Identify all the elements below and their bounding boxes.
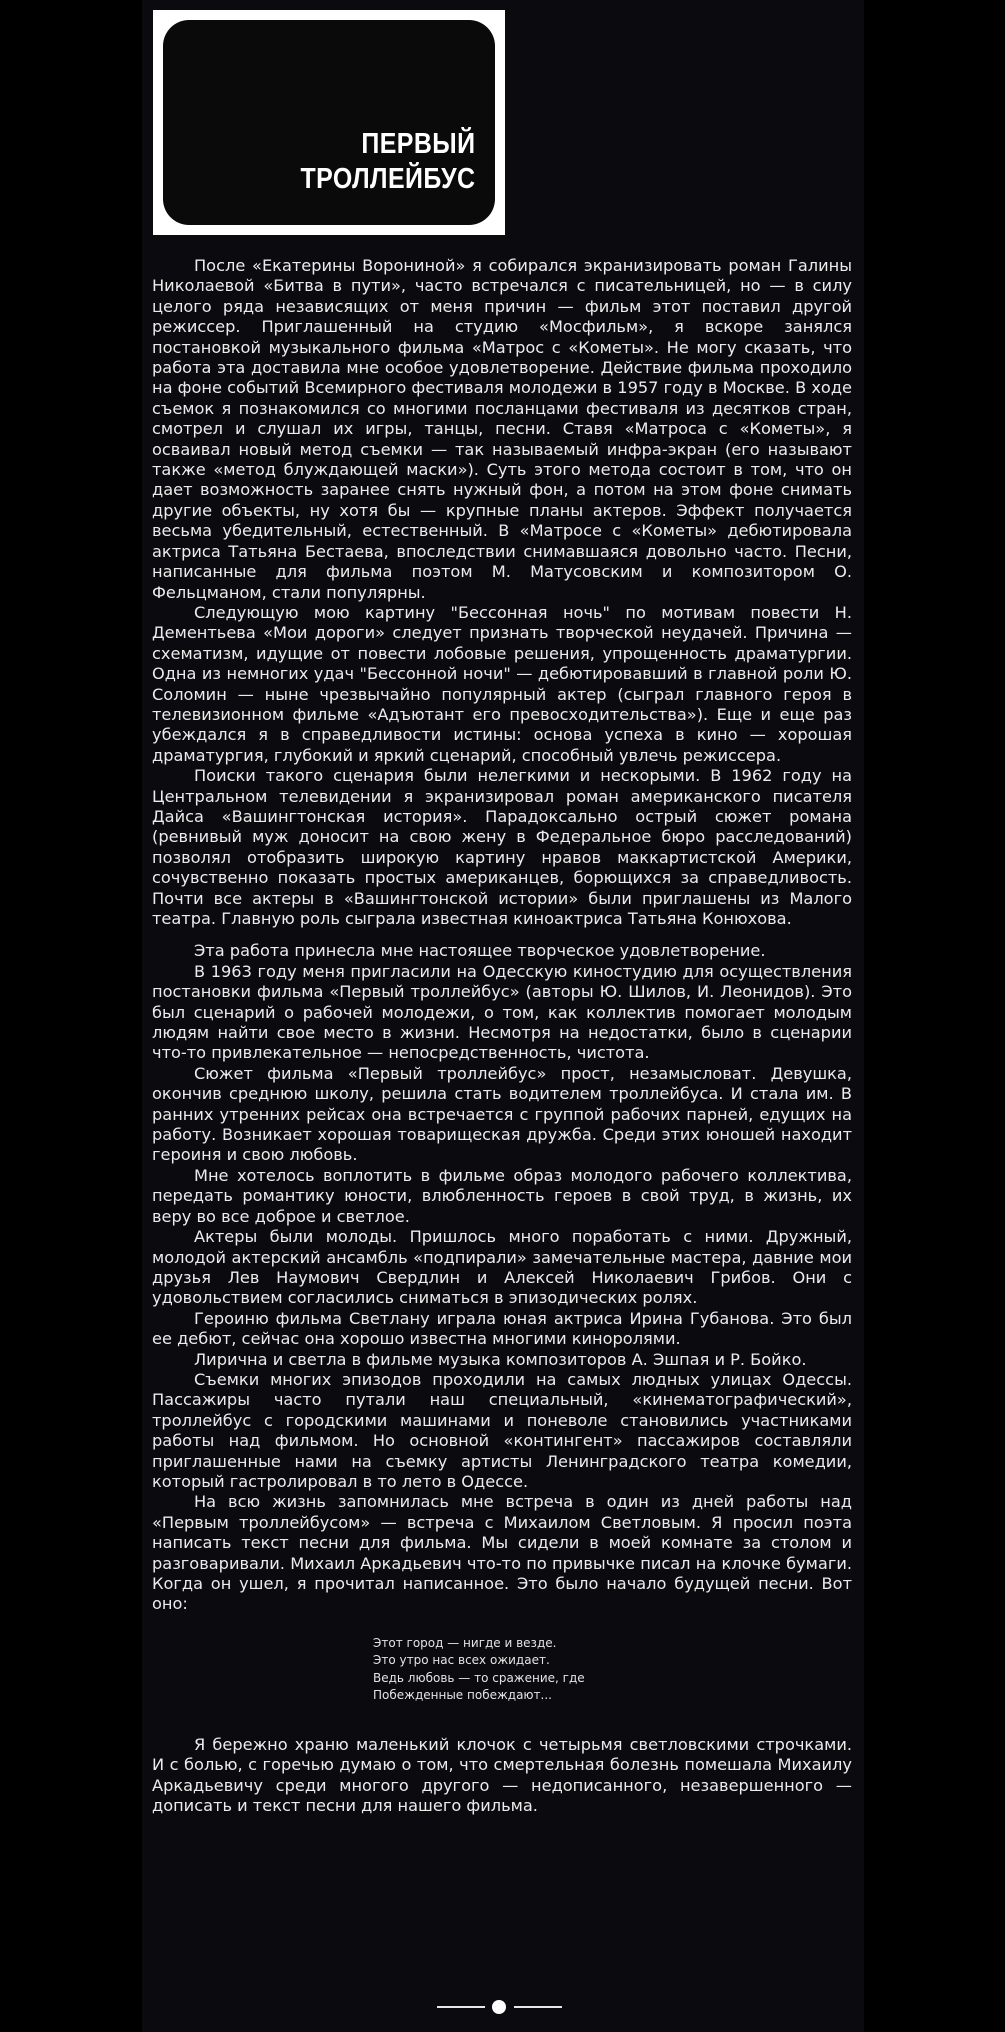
verse-line: Ведь любовь — то сражение, где (373, 1670, 585, 1685)
paragraph: Эта работа принесла мне настоящее творческое удовлетворение. (194, 941, 766, 961)
paragraph: Мне хотелось воплотить в фильме образ молодого рабочего коллектива, передать романтику юности, влюбленность героев в свой труд, в жизнь, их веру во все доброе и светлое. (152, 1165, 852, 1226)
paragraph: Актеры были молоды. Пришлось много поработать с ними. Дружный, молодой актерский ансамбль «подпирали» замечательные мастера, давние мои друзья Лев Наумович Свердлин и Алексей Николаевич Грибов. Они с удовольствием согласились сниматься в эпизодических ролях. (152, 1227, 852, 1308)
closing-paragraph: Я бережно храню маленький клочок с четырьмя светловскими строчками. И с болью, с горечью думаю о том, что смертельная болезнь помешала Михаилу Аркадьевичу среди многого другого — недописанного, незавершенного — дописать и текст песни для нашего фильма. (152, 1734, 852, 1816)
verse-line: Этот город — нигде и везде. (373, 1635, 557, 1650)
paragraph: После «Екатерины Ворониной» я собирался экранизировать роман Галины Николаевой «Битва в пути», часто встречался с писательницей, но — в силу целого ряда независящих от меня причин — фильм этот поставил другой режиссер. Приглашенный на студию «Мосфильм», я вскоре занялся постановкой музыкального фильма «Матрос с «Кометы». Не могу сказать, что работа эта доставила мне особое удовлетворение. Действие фильма проходило на фоне событий Всемирного фестиваля молодежи в 1957 году в Москве. В ходе съемок я познакомился со многими посланцами фестиваля из десятков стран, смотрел и слушал их игры, танцы, песни. Ставя «Матроса с «Кометы», я осваивал новый метод съемки — так называемый инфра-экран (его называют также «метод блуждающей маски»). Суть этого метода состоит в том, что он дает возможность заранее снять нужный фон, а потом на этом фоне снимать другие объекты, ну хотя бы — крупные планы актеров. Эффект получается весьма убедительный, естественный. В «Матросе с «Кометы» дебютировала актриса Татьяна Бестаева, впоследствии снимавшаяся довольно часто. Песни, написанные для фильма поэтом М. Матусовским и композитором О. Фельцманом, стали популярны. (152, 256, 852, 602)
paragraph: Съемки многих эпизодов проходили на самых людных улицах Одессы. Пассажиры часто путали наш специальный, «кинематографический», троллейбус с городскими машинами и поневоле становились участниками работы над фильмом. Но основной «контингент» пассажиров составляли приглашенные нами на съемку артисты Ленинградского театра комедии, который гастролировал в то лето в Одессе. (152, 1369, 852, 1491)
chapter-title-line-1: ПЕРВЫЙ (360, 128, 475, 160)
verse-line: Побежденные побеждают... (373, 1688, 552, 1703)
chapter-title-line-2: ТРОЛЛЕЙБУС (299, 163, 475, 195)
paragraph: Лирична и светла в фильме музыка композиторов А. Эшпая и Р. Бойко. (194, 1349, 807, 1369)
title-screen (163, 20, 495, 225)
paragraph: Следующую мою картину "Бессонная ночь" по мотивам повести Н. Дементьева «Мои дороги» следует признать творческой неудачей. Причина — схематизм, идущие от повести лобовые решения, упрощенность драматургии. Одна из немногих удач "Бессонной ночи" — дебютировавший в главной роли Ю. Соломин — ныне чрезвычайно популярный актер (сыграл главного героя в телевизионном фильме «Адъютант его превосходительства»). Еще и еще раз убеждался я в справедливости истины: основа успеха в кино — хорошая драматургия, глубокий и яркий сценарий, способный увлечь режиссера. (152, 602, 852, 765)
chapter-title (300, 127, 475, 197)
article-body (152, 256, 852, 1816)
verse-line: Это утро нас всех ожидает. (373, 1653, 550, 1668)
ornament-line-right (514, 2006, 562, 2008)
ornament-line-left (437, 2006, 485, 2008)
footer-ornament (437, 1999, 562, 2015)
paragraph: Поиски такого сценария были нелегкими и нескорыми. В 1962 году на Центральном телевидении я экранизировал роман американского писателя Дайса «Вашингтонская история». Парадоксально острый сюжет романа (ревнивый муж доносит на свою жену в Федеральное бюро расследований) позволял отобразить широкую картину нравов маккартистской Америки, сочувственно показать простых американцев, борющихся за справедливость. Почти все актеры в «Вашингтонской истории» были приглашены из Малого театра. Главную роль сыграла известная киноактриса Татьяна Конюхова. (152, 766, 852, 928)
paragraph: На всю жизнь запомнилась мне встреча в один из дней работы над «Первым троллейбусом» — встреча с Михаилом Светловым. Я просил поэта написать текст песни для фильма. Мы сидели в моей комнате за столом и разговаривали. Михаил Аркадьевич что-то по привычке писал на клочке бумаги. Когда он ушел, я прочитал написанное. Это было начало будущей песни. Вот оно: (152, 1492, 852, 1614)
song-verse (373, 1635, 852, 1705)
paragraph: В 1963 году меня пригласили на Одесскую киностудию для осуществления постановки фильма «Первый троллейбус» (авторы Ю. Шилов, И. Леонидов). Это был сценарий о рабочей молодежи, о том, как коллектив помогает молодым людям найти свое место в жизни. Несмотря на недостатки, было в сценарии что-то привлекательное — непосредственность, чистота. (152, 961, 852, 1063)
paragraph: Сюжет фильма «Первый троллейбус» прост, незамысловат. Девушка, окончив среднюю школу, решила стать водителем троллейбуса. И стала им. В ранних утренних рейсах она встречается с группой рабочих парней, едущих на работу. Возникает хорошая товарищеская дружба. Среди этих юношей находит героиня и свою любовь. (152, 1063, 852, 1165)
title-block (153, 10, 505, 235)
paragraph: Героиню фильма Светлану играла юная актриса Ирина Губанова. Это был ее дебют, сейчас она хорошо известна многими киноролями. (152, 1308, 852, 1349)
ornament-dot-icon (492, 2000, 506, 2014)
